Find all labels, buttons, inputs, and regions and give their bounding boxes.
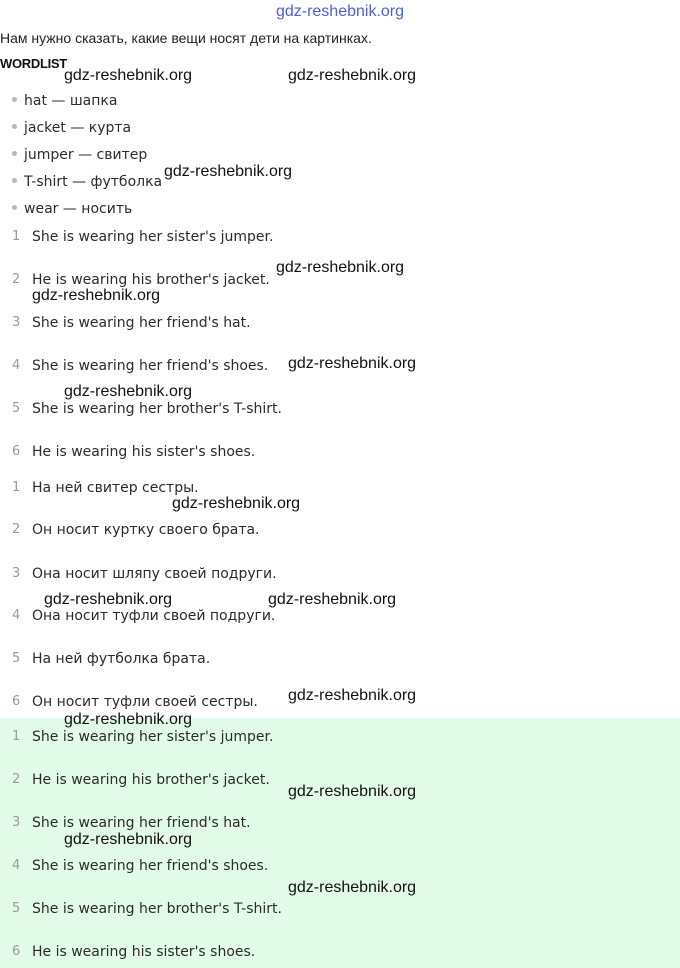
sentence-number: 4 (12, 358, 21, 373)
sentence-number: 1 (12, 480, 21, 495)
watermark: gdz-reshebnik.org (288, 355, 417, 372)
sentence-number: 5 (12, 901, 21, 916)
sentence-text: She is wearing her sister's jumper. (32, 729, 274, 745)
bullet-dot-icon (12, 151, 17, 156)
sentence-text: He is wearing his brother's jacket. (32, 272, 270, 288)
bullet-dot-icon (12, 97, 17, 102)
sentence-number: 4 (12, 608, 21, 623)
sentence-number: 6 (12, 694, 21, 709)
sentence-text: He is wearing his brother's jacket. (32, 772, 270, 788)
sentence-text: Он носит куртку своего брата. (32, 522, 260, 538)
sentence-number: 2 (12, 772, 21, 787)
sentence-number: 5 (12, 401, 21, 416)
sentence-text: Она носит шляпу своей подруги. (32, 566, 277, 582)
watermark: gdz-reshebnik.org (288, 687, 417, 704)
sentence-number: 3 (12, 315, 21, 330)
wordlist-item-text: jacket — курта (24, 120, 132, 136)
bullet-dot-icon (12, 178, 17, 183)
wordlist-item (12, 146, 147, 164)
watermark: gdz-reshebnik.org (172, 495, 301, 512)
watermark: gdz-reshebnik.org (276, 259, 405, 276)
wordlist-item-text: wear — носить (24, 201, 133, 217)
sentence-text: She is wearing her friend's hat. (32, 815, 251, 831)
sentence-text: Она носит туфли своей подруги. (32, 608, 276, 624)
sentence-text: На ней свитер сестры. (32, 480, 199, 496)
watermark: gdz-reshebnik.org (164, 163, 293, 180)
sentence-text: She is wearing her brother's T-shirt. (32, 901, 282, 917)
sentence-number: 6 (12, 944, 21, 959)
sentence-text: He is wearing his sister's shoes. (32, 444, 256, 460)
sentence-number: 2 (12, 272, 21, 287)
sentence-text: Он носит туфли своей сестры. (32, 694, 258, 710)
wordlist-item (12, 200, 132, 218)
wordlist-item-text: jumper — свитер (24, 147, 148, 163)
site-watermark-header[interactable]: gdz-reshebnik.org (275, 3, 405, 20)
sentence-text: She is wearing her friend's shoes. (32, 358, 269, 374)
sentence-number: 1 (12, 229, 21, 244)
watermark: gdz-reshebnik.org (44, 591, 173, 608)
wordlist-item (12, 119, 131, 137)
wordlist-item-text: hat — шапка (24, 93, 118, 109)
wordlist-heading: WORDLIST (0, 56, 67, 71)
sentence-number: 6 (12, 444, 21, 459)
watermark: gdz-reshebnik.org (64, 383, 193, 400)
watermark: gdz-reshebnik.org (288, 783, 417, 800)
watermark: gdz-reshebnik.org (64, 67, 193, 84)
sentence-text: She is wearing her friend's hat. (32, 315, 251, 331)
sentence-text: She is wearing her friend's shoes. (32, 858, 269, 874)
sentence-number: 1 (12, 729, 21, 744)
sentence-number: 3 (12, 815, 21, 830)
wordlist-item-text: T-shirt — футболка (24, 174, 163, 190)
watermark: gdz-reshebnik.org (32, 287, 161, 304)
bullet-dot-icon (12, 124, 17, 129)
task-intro-text: Нам нужно сказать, какие вещи носят дети на картинках. (0, 30, 372, 46)
sentence-number: 4 (12, 858, 21, 873)
bullet-dot-icon (12, 205, 17, 210)
sentence-number: 3 (12, 566, 21, 581)
watermark: gdz-reshebnik.org (288, 67, 417, 84)
wordlist-item (12, 92, 117, 110)
sentence-number: 2 (12, 522, 21, 537)
sentence-text: She is wearing her brother's T-shirt. (32, 401, 282, 417)
watermark: gdz-reshebnik.org (64, 711, 193, 728)
sentence-text: She is wearing her sister's jumper. (32, 229, 274, 245)
sentence-number: 5 (12, 651, 21, 666)
watermark: gdz-reshebnik.org (288, 879, 417, 896)
watermark: gdz-reshebnik.org (268, 591, 397, 608)
sentence-text: He is wearing his sister's shoes. (32, 944, 256, 960)
sentence-text: На ней футболка брата. (32, 651, 211, 667)
watermark: gdz-reshebnik.org (64, 831, 193, 848)
wordlist-item (12, 173, 162, 191)
